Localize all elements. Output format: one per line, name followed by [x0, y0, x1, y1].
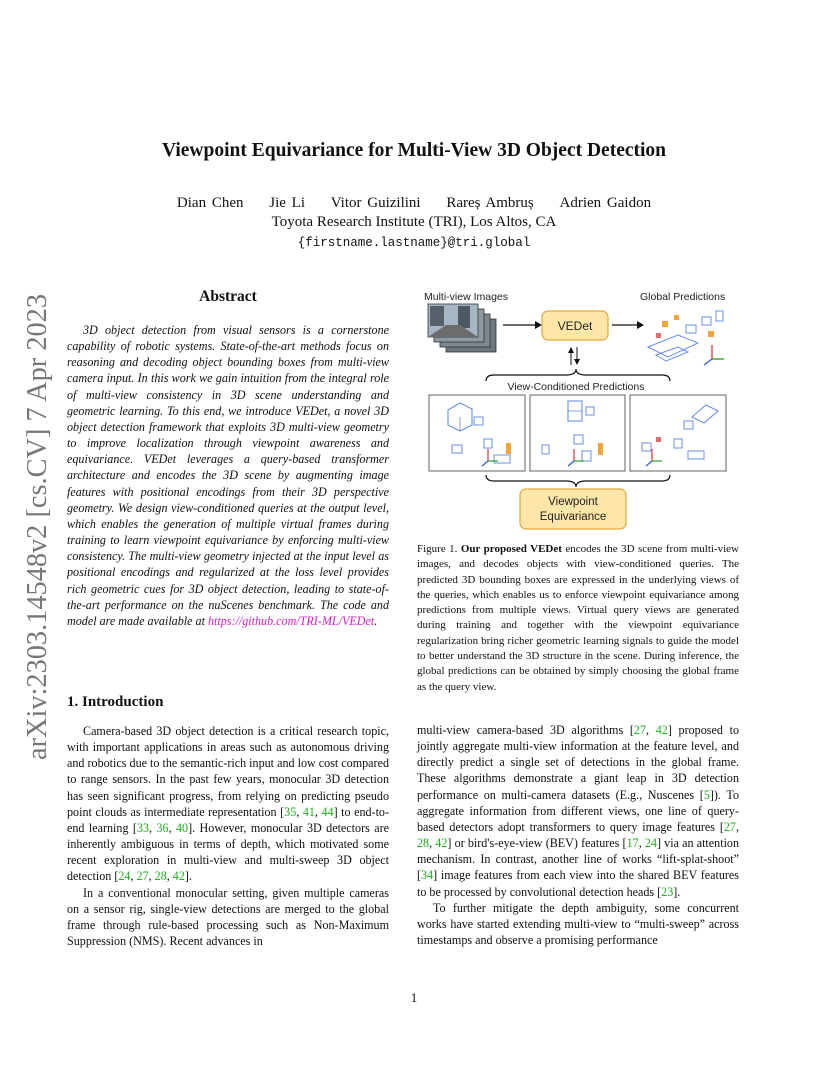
global-predictions-icon: [648, 311, 724, 365]
caption-text: encodes the 3D scene from multi-view images, and decodes objects with view-conditioned queries. The predicted 3D bounding boxes are expressed in the underlying views of the queries, which enables us to enforce viewpoint equivariance among predictions from multiple views. Virtual query views are generated during training and together with the viewpoint equivariance regularization bring richer geometric learning signals to guide the model to better understand the 3D structure in the scene. During inference, the global predictions can be obtained by simply choosing the global frame as the query view.: [417, 543, 739, 693]
author-name: Jie Li: [269, 195, 305, 211]
caption-label: Figure 1.: [417, 543, 458, 555]
bidirectional-arrow-icon: [568, 347, 580, 365]
intro-paragraph-3: multi-view camera-based 3D algorithms [27, 42] proposed to jointly aggregate multi-view information at the feature level, and directly predict a single set of detections in the global frame. These algorithms demonstrate a giant leap in 3D detection performance on multi-camera datasets (E.g., Nuscenes [5]). To aggregate information from different views, one line of query-based detectors adopt transformers to query image features [27, 28, 42] or bird's-eye-view (BEV) features [17, 24] via an attention mechanism. In contrast, another line of works “lift-splat-shoot” [34] image features from each view into the shared BEV features to be processed by convolutional detection heads [23].: [417, 723, 740, 899]
fig-label-global: Global Predictions: [640, 291, 726, 303]
caption-bold: Our proposed VEDet: [460, 543, 562, 555]
abstract-heading: Abstract: [199, 288, 257, 305]
abstract-end: .: [374, 613, 378, 628]
email: {firstname.lastname}@tri.global: [297, 236, 531, 250]
citation[interactable]: 27: [136, 869, 149, 884]
vedet-label: VEDet: [557, 319, 593, 333]
author-name: Vitor Guizilini: [330, 195, 421, 211]
code-link[interactable]: https://github.com/TRI-ML/VEDet: [207, 613, 375, 628]
citation[interactable]: 28: [417, 836, 430, 851]
citation[interactable]: 27: [633, 723, 646, 737]
citation[interactable]: 5: [703, 787, 710, 802]
column-left: [67, 723, 389, 949]
affiliation: Toyota Research Institute (TRI), Los Altos, CA: [271, 214, 557, 230]
arxiv-stamp: [8, 290, 64, 760]
figure-1: [416, 285, 740, 540]
author-name: Adrien Gaidon: [559, 195, 652, 211]
citation[interactable]: 36: [156, 820, 169, 835]
citation[interactable]: 23: [661, 884, 674, 899]
multiview-images-icon: [428, 304, 496, 352]
citation[interactable]: 44: [321, 804, 334, 819]
citation[interactable]: 42: [655, 723, 668, 737]
citation[interactable]: 42: [172, 869, 185, 884]
viewpoint-equivariance-box: [520, 489, 626, 529]
view-panel-1: [429, 395, 525, 471]
citation[interactable]: 40: [176, 820, 189, 835]
citation[interactable]: 42: [435, 836, 448, 851]
intro-heading: 1. Introduction: [67, 694, 164, 710]
author-name: Rareș Ambruș: [446, 195, 534, 211]
view-panel-3: [630, 395, 726, 471]
citation[interactable]: 35: [284, 804, 297, 819]
column-right: [417, 722, 739, 948]
abstract-text: 3D object detection from visual sensors is a cornerstone capability of robotic systems. State-of-the-art methods focus on reasoning and decoding object bounding boxes from multi-view camera input. In this work we gain intuition from the integral role of multi-view consistency in 3D scene understanding and geometric learning. To this end, we introduce VEDet, a novel 3D object detection framework that exploits 3D multi-view geometry to improve localization through viewpoint awareness and equivariance. VEDet leverages a query-based transformer architecture and encodes the 3D scene by augmenting image features with positional encodings from their 3D perspective geometry. We design view-conditioned queries at the output level, which enables the generation of multiple virtual frames during training to learn viewpoint equivariance by enforcing multi-view consistency. The multi-view geometry injected at the input level as positional encodings and regularized at the loss level provides rich geometric cues for 3D object detection, leading to state-of-the-art performance on the nuScenes benchmark. The code and model are made available at: [67, 323, 389, 628]
intro-paragraph-1: Camera-based 3D object detection is a critical research topic, with important applications in areas such as autonomous driving and robotics due to the semantic-rich input and low cost compared to range sensors. In the past few years, monocular 3D detection has seen significant progress, from relying on predicting pseudo point clouds as intermediate representation [35, 41, 44] to end-to-end learning [33, 36, 40]. However, monocular 3D detectors are inherently ambiguous in terms of depth, which motivated some recent exploration in multi-view and multi-sweep 3D object detection [24, 27, 28, 42].: [67, 724, 390, 884]
fig-label-view-conditioned: View-Conditioned Predictions: [507, 381, 645, 393]
view-panel-2: [530, 395, 625, 471]
vedet-box: [542, 311, 608, 340]
citation[interactable]: 24: [118, 869, 131, 884]
figure-caption: [417, 542, 739, 695]
author-name: Dian Chen: [176, 195, 244, 211]
citation[interactable]: 34: [421, 868, 434, 883]
citation[interactable]: 17: [626, 836, 639, 851]
arxiv-stamp-text: arXiv:2303.14548v2 [cs.CV] 7 Apr 2023: [22, 299, 53, 760]
citation[interactable]: 41: [302, 804, 315, 819]
citation[interactable]: 27: [723, 819, 736, 834]
citation[interactable]: 24: [644, 836, 657, 851]
paper-title: Viewpoint Equivariance for Multi-View 3D Object Detection: [161, 140, 667, 161]
abstract-body: [67, 322, 389, 629]
citation[interactable]: 28: [154, 869, 167, 884]
equivariance-label: Equivariance: [539, 511, 607, 523]
intro-paragraph-4: To further mitigate the depth ambiguity, some concurrent works have started extending multi-view to “multi-sweep” across timestamps and observe a promising performance: [417, 900, 739, 948]
viewpoint-label: Viewpoint: [548, 496, 598, 508]
author-list: [0, 195, 828, 212]
intro-paragraph-2: In a conventional monocular setting, given multiple cameras on a sensor rig, single-view detections are merged to the global frame through rule-based processing such as Non-Maximum Suppression (NMS). Recent advances in: [67, 885, 389, 949]
fig-label-multiview: Multi-view Images: [424, 291, 509, 303]
citation[interactable]: 33: [136, 820, 150, 835]
page-number: 1: [410, 990, 418, 1005]
